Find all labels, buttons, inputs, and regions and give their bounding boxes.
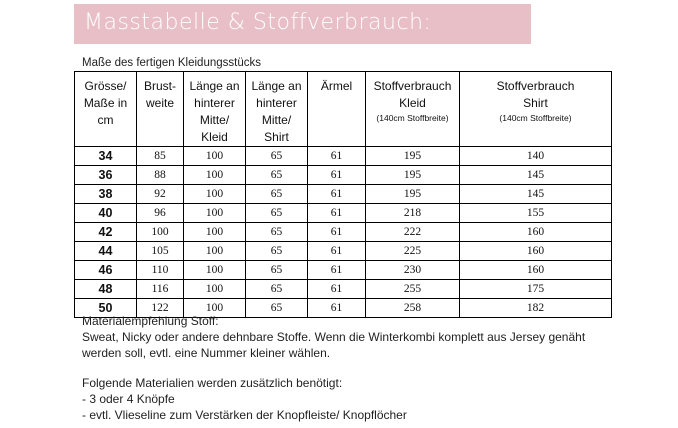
table-row <box>75 280 612 299</box>
table-cell: 195 <box>366 185 460 204</box>
table-cell: 100 <box>184 299 246 318</box>
table-row <box>75 204 612 223</box>
column-header-line: Maße in <box>83 96 128 110</box>
table-cell: 258 <box>366 299 460 318</box>
table-cell: 100 <box>184 261 246 280</box>
table-cell: 96 <box>137 204 184 223</box>
size-cell: 50 <box>75 299 137 318</box>
column-header-line: Stoffverbrauch <box>373 79 452 93</box>
table-cell: 160 <box>460 261 612 280</box>
table-cell: 110 <box>137 261 184 280</box>
table-body <box>75 147 612 318</box>
table-row <box>75 242 612 261</box>
column-header-line: hinterer <box>194 96 235 110</box>
table-cell: 255 <box>366 280 460 299</box>
table-cell: 145 <box>460 166 612 185</box>
size-cell: 46 <box>75 261 137 280</box>
table-cell: 160 <box>460 223 612 242</box>
fabric-recommendation-line: Sweat, Nicky oder andere dehnbare Stoffe. Wenn die Winterkombi komplett aus Jersey genäht <box>82 330 586 344</box>
fabric-recommendation-heading: Materialempfehlung Stoff: <box>82 314 219 328</box>
table-cell: 65 <box>246 223 308 242</box>
table-cell: 122 <box>137 299 184 318</box>
table-cell: 61 <box>308 147 366 166</box>
table-cell: 65 <box>246 204 308 223</box>
fabric-recommendation-line: werden soll, evtl. eine Nummer kleiner wählen. <box>82 346 331 360</box>
table-row <box>75 185 612 204</box>
additional-materials-item: - 3 oder 4 Knöpfe <box>82 392 175 406</box>
table-cell: 100 <box>137 223 184 242</box>
additional-materials-section <box>82 375 602 423</box>
table-cell: 65 <box>246 147 308 166</box>
column-header <box>137 72 184 147</box>
column-header <box>460 72 612 147</box>
table-cell: 65 <box>246 242 308 261</box>
table-cell: 65 <box>246 185 308 204</box>
table-cell: 61 <box>308 299 366 318</box>
column-header-line: Kleid <box>201 130 228 144</box>
table-cell: 218 <box>366 204 460 223</box>
table-cell: 182 <box>460 299 612 318</box>
column-header-note: (140cm Stoffbreite) <box>499 113 572 123</box>
table-cell: 175 <box>460 280 612 299</box>
table-cell: 85 <box>137 147 184 166</box>
table-header-row <box>75 72 612 147</box>
column-header-line: Länge an <box>189 79 240 93</box>
column-header-line: Länge an <box>251 79 302 93</box>
table-cell: 100 <box>184 185 246 204</box>
additional-materials-item: - evtl. Vlieseline zum Verstärken der Knopfleiste/ Knopflöcher <box>82 408 407 422</box>
column-header-line: hinterer <box>256 96 297 110</box>
table-cell: 195 <box>366 166 460 185</box>
table-cell: 100 <box>184 147 246 166</box>
size-cell: 34 <box>75 147 137 166</box>
table-cell: 61 <box>308 204 366 223</box>
table-cell: 88 <box>137 166 184 185</box>
column-header-line: cm <box>97 113 114 127</box>
table-cell: 105 <box>137 242 184 261</box>
table-cell: 160 <box>460 242 612 261</box>
table-cell: 65 <box>246 166 308 185</box>
fabric-recommendation-section <box>82 313 602 361</box>
column-header <box>184 72 246 147</box>
column-header-line: Shirt <box>264 130 289 144</box>
column-header-line: Shirt <box>523 96 548 110</box>
additional-materials-heading: Folgende Materialien werden zusätzlich benötigt: <box>82 376 343 390</box>
size-cell: 38 <box>75 185 137 204</box>
column-header <box>308 72 366 147</box>
table-cell: 100 <box>184 204 246 223</box>
column-header-line: Kleid <box>399 96 426 110</box>
table-cell: 155 <box>460 204 612 223</box>
column-header-line: Mitte/ <box>261 113 292 127</box>
table-cell: 116 <box>137 280 184 299</box>
table-cell: 195 <box>366 147 460 166</box>
column-header-note: (140cm Stoffbreite) <box>376 113 449 123</box>
table-cell: 61 <box>308 166 366 185</box>
table-row <box>75 166 612 185</box>
table-cell: 145 <box>460 185 612 204</box>
column-header-line: Stoffverbrauch <box>496 79 575 93</box>
table-cell: 92 <box>137 185 184 204</box>
table-cell: 100 <box>184 280 246 299</box>
table-cell: 65 <box>246 299 308 318</box>
column-header-line: Mitte/ <box>199 113 230 127</box>
table-cell: 65 <box>246 261 308 280</box>
page-title: Masstabelle & Stoffverbrauch: <box>84 10 432 35</box>
column-header-line: Grösse/ <box>84 79 127 93</box>
table-row <box>75 147 612 166</box>
table-cell: 61 <box>308 242 366 261</box>
table-cell: 225 <box>366 242 460 261</box>
table-cell: 65 <box>246 280 308 299</box>
column-header-line: Brust- <box>143 79 176 93</box>
table-caption: Maße des fertigen Kleidungsstücks <box>82 57 261 69</box>
table-cell: 222 <box>366 223 460 242</box>
column-header-line: weite <box>145 96 174 110</box>
table-row <box>75 261 612 280</box>
column-header-line: Ärmel <box>320 79 353 93</box>
column-header <box>366 72 460 147</box>
table-cell: 230 <box>366 261 460 280</box>
size-table <box>74 71 612 318</box>
size-cell: 40 <box>75 204 137 223</box>
table-cell: 100 <box>184 166 246 185</box>
column-header <box>246 72 308 147</box>
title-banner <box>74 4 531 44</box>
table-cell: 61 <box>308 280 366 299</box>
table-cell: 61 <box>308 261 366 280</box>
size-cell: 48 <box>75 280 137 299</box>
size-cell: 36 <box>75 166 137 185</box>
table-cell: 61 <box>308 185 366 204</box>
size-cell: 44 <box>75 242 137 261</box>
table-cell: 100 <box>184 242 246 261</box>
size-cell: 42 <box>75 223 137 242</box>
table-cell: 100 <box>184 223 246 242</box>
table-row <box>75 223 612 242</box>
table-cell: 61 <box>308 223 366 242</box>
table-cell: 140 <box>460 147 612 166</box>
column-header <box>75 72 137 147</box>
